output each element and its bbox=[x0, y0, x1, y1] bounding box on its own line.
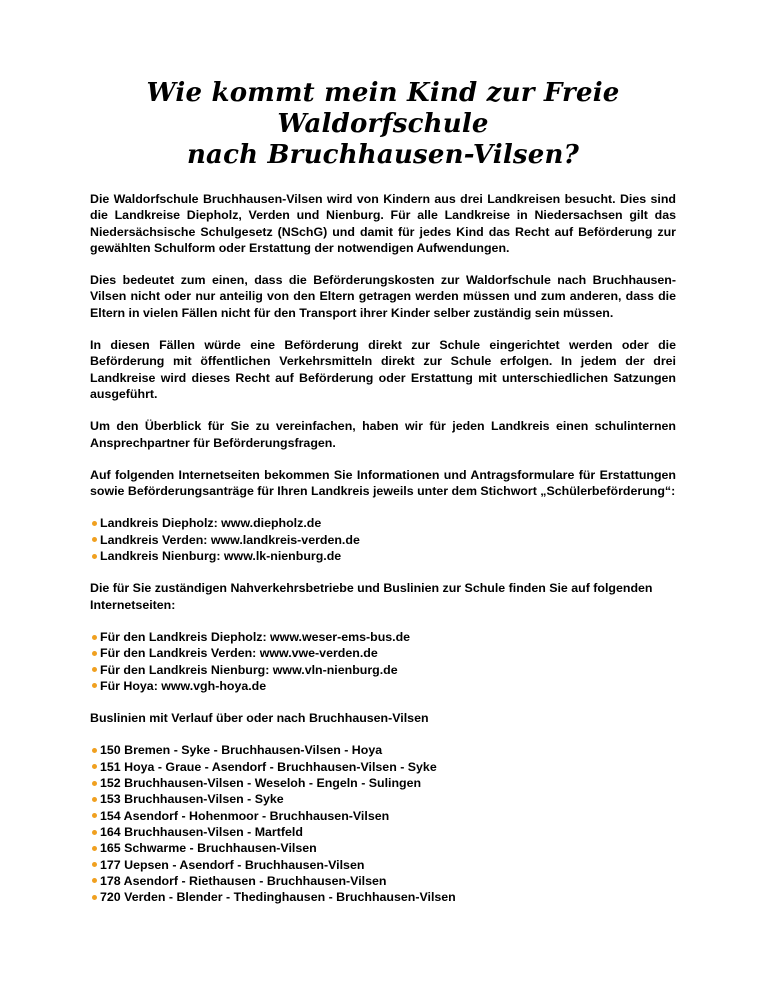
contact-paragraph: Um den Überblick für Sie zu vereinfachen, haben wir für jeden Landkreis einen schulinternen Ansprechpartner für Beförderungsfragen. bbox=[90, 419, 676, 450]
list-item bbox=[90, 791, 676, 807]
title-line-2: nach Bruchhausen-Vilsen? bbox=[186, 140, 580, 170]
verkehr-intro-paragraph: Die für Sie zuständigen Nahverkehrsbetriebe und Buslinien zur Schule finden Sie auf folgenden Internetseiten: bbox=[90, 581, 653, 612]
list-item[interactable] bbox=[90, 629, 676, 645]
list-item[interactable] bbox=[90, 645, 676, 661]
list-item[interactable] bbox=[90, 548, 676, 564]
list-item-text: 150 Bremen - Syke - Bruchhausen-Vilsen - Hoya bbox=[100, 743, 383, 758]
list-item-text[interactable]: Landkreis Diepholz: www.diepholz.de bbox=[100, 516, 322, 531]
list-item-text: 165 Schwarme - Bruchhausen-Vilsen bbox=[100, 841, 317, 856]
websites-intro-paragraph: Auf folgenden Internetseiten bekommen Sie Informationen und Antragsformulare für Erstattungen sowie Beförderungsanträge für Ihren Landkreis jeweils unter dem Stichwort „Schülerbeförderung“: bbox=[90, 467, 676, 499]
list-item-text[interactable]: Landkreis Nienburg: www.lk-nienburg.de bbox=[100, 549, 342, 564]
list-item[interactable] bbox=[90, 532, 676, 548]
bullet-icon bbox=[92, 781, 97, 786]
list-item-text[interactable]: Für den Landkreis Verden: www.vwe-verden.de bbox=[100, 646, 378, 661]
bullet-icon bbox=[92, 846, 97, 851]
bullet-icon bbox=[92, 748, 97, 753]
bullet-icon bbox=[92, 521, 97, 526]
list-item[interactable] bbox=[90, 662, 676, 678]
list-item[interactable] bbox=[90, 515, 676, 531]
list-item-text: 178 Asendorf - Riethausen - Bruchhausen-Vilsen bbox=[100, 873, 387, 888]
bullet-icon bbox=[92, 764, 97, 769]
intro-paragraph: Die Waldorfschule Bruchhausen-Vilsen wird von Kindern aus drei Landkreisen besucht. Dies sind die Landkreise Diepholz, Verden und Nienburg. Für alle Landkreise in Niedersachsen gilt das Niedersächsische Schulgesetz (NSchG) und damit für jedes Kind das Recht auf Beförderung zur gewählten Schulform oder Erstattung der notwendigen Aufwendungen. bbox=[90, 192, 676, 255]
buslinien-heading: Buslinien mit Verlauf über oder nach Bruchhausen-Vilsen bbox=[90, 711, 429, 726]
list-item-text[interactable]: Für den Landkreis Diepholz: www.weser-ems-bus.de bbox=[100, 629, 411, 644]
bullet-icon bbox=[92, 830, 97, 835]
bullet-icon bbox=[92, 862, 97, 867]
list-item-text: 151 Hoya - Graue - Asendorf - Bruchhausen-Vilsen - Syke bbox=[100, 759, 437, 774]
bullet-icon bbox=[92, 651, 97, 656]
list-item-text: 153 Bruchhausen-Vilsen - Syke bbox=[100, 792, 284, 807]
list-item-text: 720 Verden - Blender - Thedinghausen - Bruchhausen-Vilsen bbox=[100, 890, 456, 905]
list-item-text: 152 Bruchhausen-Vilsen - Weseloh - Engeln - Sulingen bbox=[100, 776, 422, 791]
list-item-text: 177 Uepsen - Asendorf - Bruchhausen-Vilsen bbox=[100, 857, 365, 872]
list-item bbox=[90, 808, 676, 824]
list-item-text[interactable]: Landkreis Verden: www.landkreis-verden.de bbox=[100, 532, 360, 547]
bullet-icon bbox=[92, 797, 97, 802]
buslinien-list bbox=[90, 742, 676, 905]
bullet-icon bbox=[92, 878, 97, 883]
page-title bbox=[90, 78, 676, 171]
list-item-text[interactable]: Für Hoya: www.vgh-hoya.de bbox=[100, 678, 267, 693]
list-item[interactable] bbox=[90, 678, 676, 694]
title-line-1: Wie kommt mein Kind zur Freie Waldorfschule bbox=[146, 78, 620, 139]
bullet-icon bbox=[92, 813, 97, 818]
verkehr-links-list bbox=[90, 629, 676, 694]
landkreis-links-list bbox=[90, 515, 676, 564]
bullet-icon bbox=[92, 895, 97, 900]
list-item bbox=[90, 857, 676, 873]
list-item-text: 154 Asendorf - Hohenmoor - Bruchhausen-Vilsen bbox=[100, 808, 390, 823]
bullet-icon bbox=[92, 683, 97, 688]
list-item bbox=[90, 889, 676, 905]
bullet-icon bbox=[92, 667, 97, 672]
list-item bbox=[90, 873, 676, 889]
list-item bbox=[90, 840, 676, 856]
document-page bbox=[90, 78, 676, 921]
list-item bbox=[90, 775, 676, 791]
bullet-icon bbox=[92, 554, 97, 559]
bullet-icon bbox=[92, 635, 97, 640]
cost-paragraph: Dies bedeutet zum einen, dass die Beförderungskosten zur Waldorfschule nach Bruchhausen-Vilsen nicht oder nur anteilig von den Eltern getragen werden müssen und zum anderen, dass die Eltern in vielen Fällen nicht für den Transport ihrer Kinder selber zuständig sein müssen. bbox=[90, 273, 676, 320]
list-item bbox=[90, 742, 676, 758]
transport-paragraph: In diesen Fällen würde eine Beförderung direkt zur Schule eingerichtet werden oder die Beförderung mit öffentlichen Verkehrsmitteln direkt zur Schule erfolgen. In jedem der drei Landkreise wird dieses Recht auf Beförderung oder Erstattung mit unterschiedlichen Satzungen ausgeführt. bbox=[90, 338, 676, 401]
list-item bbox=[90, 824, 676, 840]
bullet-icon bbox=[92, 537, 97, 542]
list-item-text[interactable]: Für den Landkreis Nienburg: www.vln-nienburg.de bbox=[100, 662, 398, 677]
list-item bbox=[90, 759, 676, 775]
list-item-text: 164 Bruchhausen-Vilsen - Martfeld bbox=[100, 824, 303, 839]
